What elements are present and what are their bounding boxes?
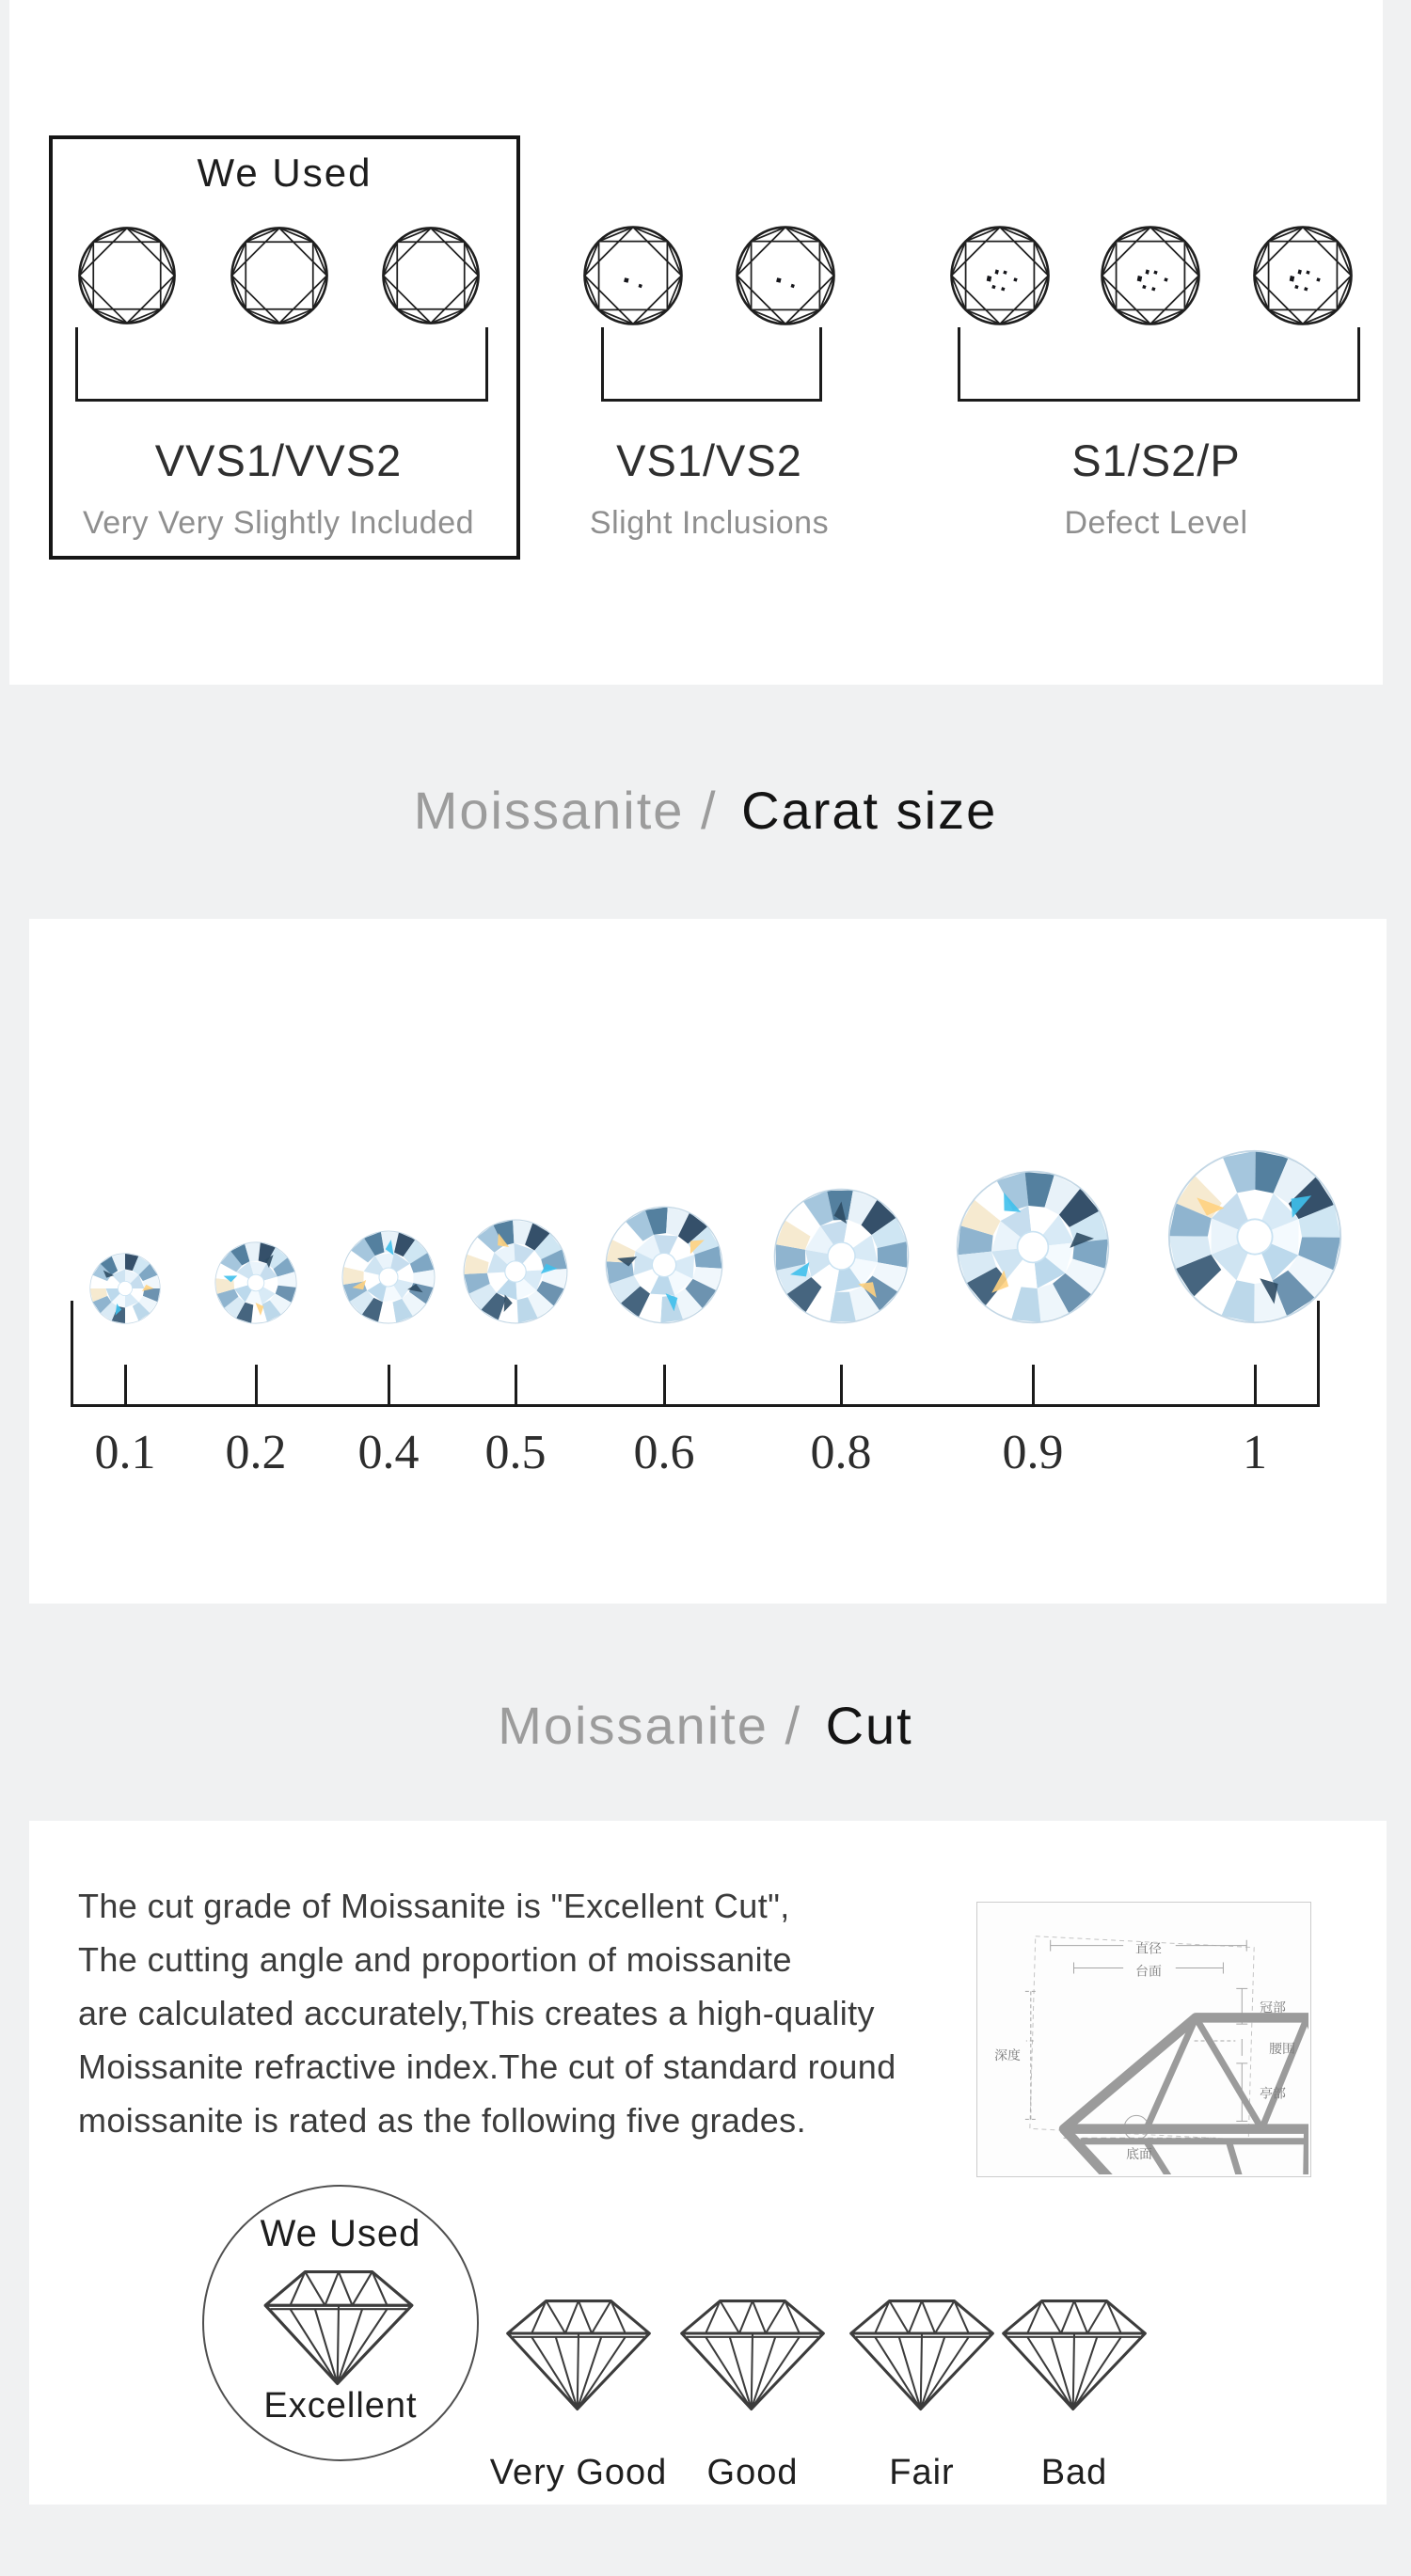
- we-used-circle: [202, 2185, 479, 2461]
- heading-prefix: Moissanite /: [413, 781, 718, 840]
- clarity-grade-description: Defect Level: [1064, 505, 1248, 541]
- ruler-tick: [124, 1365, 127, 1407]
- cut-grade-label: Fair: [889, 2453, 955, 2492]
- clarity-group-bracket: [75, 327, 488, 402]
- cut-diamond-excellent: [258, 2266, 420, 2390]
- clarity-stone-diagram: [76, 225, 178, 326]
- carat-size-label: 0.9: [1002, 1426, 1064, 1479]
- carat-size-label: 0.1: [94, 1426, 156, 1479]
- clarity-stone-diagram: [229, 225, 330, 326]
- cut-diamond: [674, 2295, 831, 2415]
- carat-size-label: 0.8: [810, 1426, 872, 1479]
- we-used-label: We Used: [260, 2213, 421, 2254]
- carat-stone-photo: [956, 1170, 1110, 1324]
- clarity-grade-description: Slight Inclusions: [589, 505, 830, 541]
- diagram-label-diameter: 直径: [1135, 1940, 1162, 1956]
- clarity-group-bracket: [958, 327, 1360, 402]
- cut-diamond: [500, 2295, 657, 2415]
- clarity-grade-label: VVS1/VVS2: [154, 435, 403, 485]
- carat-size-section: [29, 919, 1387, 1604]
- clarity-group-bracket: [601, 327, 822, 402]
- ruler-tick: [388, 1365, 390, 1407]
- clarity-stone-diagram: [734, 224, 837, 327]
- carat-stone-photo: [341, 1230, 436, 1324]
- carat-stone-photo: [463, 1219, 568, 1324]
- clarity-stone-diagram: [1251, 224, 1355, 327]
- carat-size-label: 0.6: [633, 1426, 695, 1479]
- cut-section: [29, 1821, 1387, 2505]
- carat-size-label: 0.2: [225, 1426, 287, 1479]
- carat-stone-photo: [1167, 1149, 1342, 1324]
- heading-main: Cut: [825, 1696, 913, 1755]
- carat-stone-photo: [214, 1241, 297, 1324]
- cut-description-line: are calculated accurately,This creates a high-quality: [78, 1994, 875, 2032]
- ruler-tick: [1254, 1365, 1257, 1407]
- ruler-baseline: [71, 1404, 1320, 1407]
- clarity-stone-diagram: [581, 224, 685, 327]
- diagram-label-crown: 冠部: [1260, 1999, 1286, 2015]
- we-used-label: We Used: [197, 150, 373, 195]
- carat-size-label: 1: [1243, 1426, 1267, 1479]
- clarity-grade-label: VS1/VS2: [616, 435, 802, 485]
- diagram-label-girdle: 腰围: [1269, 2040, 1295, 2056]
- clarity-grade-label: S1/S2/P: [1071, 435, 1241, 485]
- heading-prefix: Moissanite /: [498, 1696, 802, 1755]
- cut-proportion-diagram: [976, 1902, 1311, 2177]
- diagram-label-depth: 深度: [994, 2047, 1021, 2062]
- clarity-stone-diagram: [948, 224, 1052, 327]
- cut-description-line: The cutting angle and proportion of moissanite: [78, 1940, 792, 1979]
- ruler-tick: [663, 1365, 666, 1407]
- carat-size-label: 0.4: [357, 1426, 420, 1479]
- diagram-label-table: 台面: [1135, 1963, 1162, 1979]
- cut-grade-label: Good: [706, 2453, 799, 2492]
- diamond-proportion-sketch: [977, 1903, 1308, 2174]
- cut-heading: [0, 1695, 1411, 1756]
- cut-diamond: [844, 2295, 1000, 2415]
- cut-grade-label: Bad: [1040, 2453, 1108, 2492]
- cut-description: [78, 1879, 896, 2147]
- carat-stone-photo: [89, 1253, 161, 1324]
- diagram-label-culet-face: 底面: [1126, 2146, 1152, 2162]
- carat-stone-photo: [773, 1188, 910, 1324]
- cut-description-line: moissanite is rated as the following five grades.: [78, 2101, 806, 2140]
- ruler-end-tick: [1317, 1301, 1320, 1407]
- cut-description-line: The cut grade of Moissanite is "Excellent Cut",: [78, 1887, 790, 1925]
- ruler-tick: [515, 1365, 517, 1407]
- clarity-stone-diagram: [1099, 224, 1202, 327]
- carat-stone-photo: [605, 1206, 723, 1324]
- clarity-grade-description: Very Very Slightly Included: [82, 505, 475, 541]
- cut-grade-label: Very Good: [489, 2453, 668, 2492]
- clarity-stone-diagram: [380, 225, 482, 326]
- ruler-end-tick: [71, 1301, 73, 1407]
- ruler-tick: [255, 1365, 258, 1407]
- carat-size-label: 0.5: [484, 1426, 547, 1479]
- carat-size-heading: [0, 780, 1411, 841]
- ruler-tick: [1032, 1365, 1035, 1407]
- cut-diamond: [996, 2295, 1152, 2415]
- ruler-tick: [840, 1365, 843, 1407]
- heading-main: Carat size: [741, 781, 998, 840]
- cut-grade-label: Excellent: [263, 2386, 418, 2426]
- cut-description-line: Moissanite refractive index.The cut of standard round: [78, 2047, 896, 2086]
- clarity-section: [9, 0, 1383, 685]
- diagram-label-pavilion: 亭部: [1260, 2085, 1286, 2101]
